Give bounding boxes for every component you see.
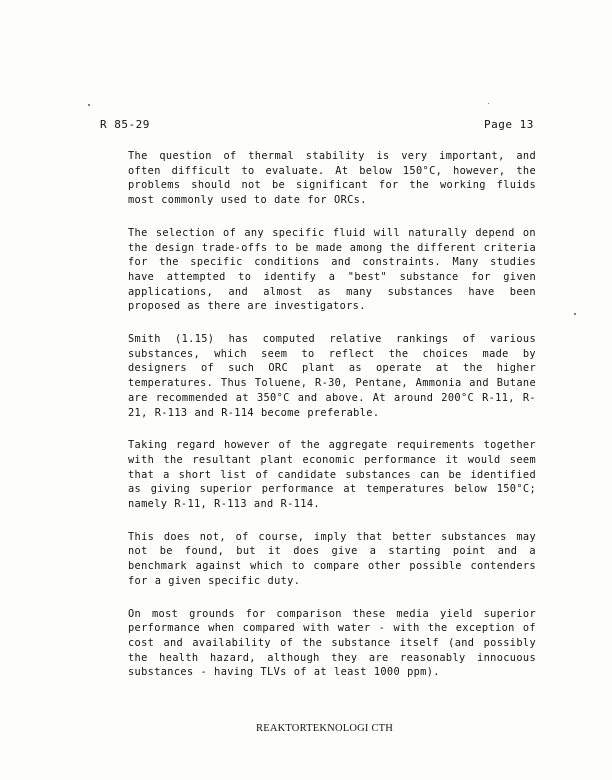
paragraph-comparison-with-water: On most grounds for comparison these media yield superior performance when compared with water - with the exception of cost and availability of the substance itself (and possibly the health hazard, although they are reasonably innocuous substances - having TLVs of at least 1000 ppm).	[128, 607, 536, 679]
paragraph-fluid-selection: The selection of any specific fluid will naturally depend on the design trade-offs to be made among the different criteria for the specific conditions and constraints. Many studies have attempted to identify a "best" substance for given applications, and almost as many substances have been proposed as there are investigators.	[128, 226, 536, 313]
paragraph-smith-rankings: Smith (1.15) has computed relative rankings of various substances, which seem to reflect the choices made by designers of such ORC plant as operate at the higher temperatures. Thus Toluene, R-30, Pentane, Ammonia and Butane are recommended at 350°C and above. At around 200°C R-11, R-21, R-113 and R-114 become preferable.	[128, 333, 536, 419]
paragraph-thermal-stability: The question of thermal stability is very important, and often difficult to evaluate. At below 150°C, however, the problems should not be significant for the working fluids most commonly used to date for ORCs.	[128, 150, 536, 207]
paragraph-benchmark: This does not, of course, imply that better substances may not be found, but it does give a starting point and a benchmark against which to compare other possible contenders for a given specific duty.	[128, 530, 536, 587]
page-number: Page 13	[484, 118, 534, 131]
footer-institution: REAKTORTEKNOLOGI CTH	[256, 723, 394, 734]
body-text	[128, 149, 536, 698]
scan-speck	[488, 103, 489, 104]
paragraph-short-list: Taking regard however of the aggregate requirements together with the resultant plant economic performance it would seem that a short list of candidate substances can be identified as giving superior performance at temperatures below 150°C; namely R-11, R-113 and R-114.	[128, 439, 536, 511]
report-id: R 85-29	[100, 118, 150, 131]
scan-speck	[574, 313, 576, 315]
scan-speck	[88, 104, 90, 106]
